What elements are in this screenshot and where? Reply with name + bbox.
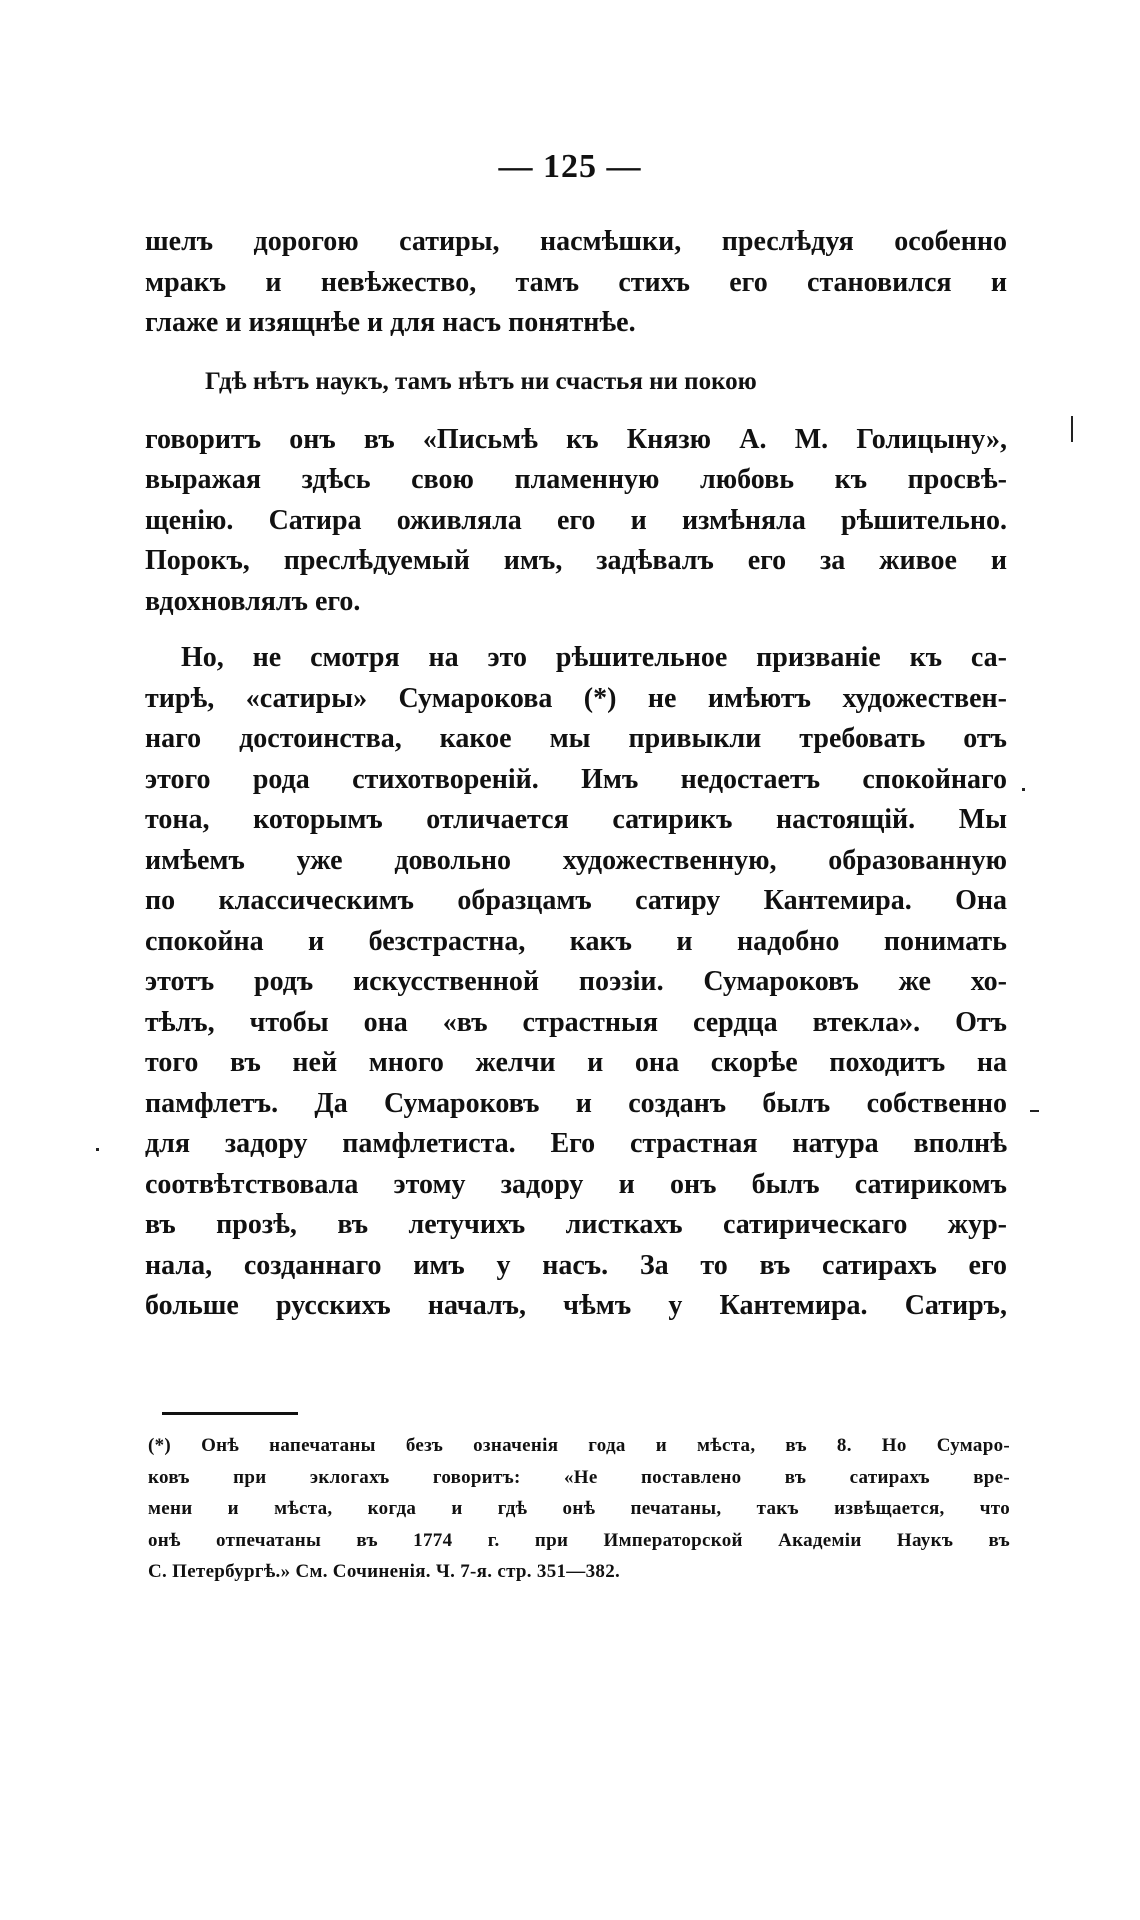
main-text [145, 222, 1007, 1327]
text-line: вдохновлялъ его. [145, 585, 361, 617]
text-line: этого рода стихотвореній. Имъ недостаетъ спокойнаго [145, 763, 1007, 795]
footnote-line: мени и мѣста, когда и гдѣ онѣ печатаны, такъ извѣщается, что [148, 1498, 1010, 1519]
text-line: мракъ и невѣжество, тамъ стихъ его становился и [145, 266, 1007, 298]
paragraph-3 [145, 638, 1007, 1327]
text-line: соотвѣтствовала этому задору и онъ былъ сатирикомъ [145, 1168, 1007, 1200]
text-line: спокойна и безстрастна, какъ и надобно понимать [145, 925, 1007, 957]
text-line: нала, созданнаго имъ у насъ. За то въ сатирахъ его [145, 1249, 1007, 1281]
footnote-line: (*) Онѣ напечатаны безъ означенія года и мѣста, въ 8. Но Сумаро- [148, 1435, 1010, 1456]
text-line: этотъ родъ искусственной поэзіи. Сумароковъ же хо- [145, 966, 1007, 997]
text-line: того въ ней много желчи и она скорѣе походитъ на [145, 1047, 1007, 1078]
paragraph-2 [145, 420, 1007, 623]
footnote-line: С. Петербургѣ.» См. Сочиненія. Ч. 7-я. стр. 351—382. [148, 1561, 621, 1582]
text-line: выражая здѣсь свою пламенную любовь къ просвѣ- [145, 464, 1007, 495]
scan-mark [1022, 788, 1025, 791]
text-line: больше русскихъ началъ, чѣмъ у Кантемира. Сатиръ, [145, 1290, 1007, 1321]
scan-mark [1071, 416, 1073, 442]
text-line: для задору памфлетиста. Его страстная натура вполнѣ [145, 1128, 1007, 1159]
text-line: глаже и изящнѣе и для насъ понятнѣе. [145, 307, 636, 338]
text-line: по классическимъ образцамъ сатиру Кантемира. Она [145, 885, 1007, 916]
text-line: имѣемъ уже довольно художественную, образованную [145, 844, 1007, 876]
text-line: тѣлъ, чтобы она «въ страстныя сердца втекла». Отъ [145, 1006, 1007, 1038]
footnote-divider [162, 1412, 298, 1415]
text-line: тирѣ, «сатиры» Сумарокова (*) не имѣютъ художествен- [145, 682, 1007, 714]
text-line: наго достоинства, какое мы привыкли требовать отъ [145, 723, 1007, 754]
footnote-line: онѣ отпечатаны въ 1774 г. при Императорской Академіи Наукъ въ [148, 1529, 1010, 1551]
text-line: шелъ дорогою сатиры, насмѣшки, преслѣдуя особенно [145, 226, 1007, 257]
text-line: щенію. Сатира оживляла его и измѣняла рѣшительно. [145, 504, 1007, 536]
text-line: тона, которымъ отличается сатирикъ настоящій. Мы [145, 804, 1007, 835]
footnote [148, 1430, 1010, 1588]
verse-quote: Гдѣ нѣтъ наукъ, тамъ нѣтъ ни счастья ни покою [205, 367, 757, 395]
text-line: говоритъ онъ въ «Письмѣ къ Князю А. М. Голицыну», [145, 423, 1007, 455]
text-line: Но, не смотря на это рѣшительное призваніе къ са- [181, 642, 1007, 673]
footnote-line: ковъ при эклогахъ говоритъ: «Не поставлено въ сатирахъ вре- [148, 1466, 1010, 1488]
scan-mark [1030, 1110, 1039, 1112]
text-line: въ прозѣ, въ летучихъ листкахъ сатирическаго жур- [145, 1209, 1007, 1240]
scan-mark [96, 1148, 99, 1151]
text-line: Порокъ, преслѣдуемый имъ, задѣвалъ его за живое и [145, 545, 1007, 576]
page-number: — 125 — [498, 148, 642, 185]
paragraph-1 [145, 222, 1007, 344]
text-line: памфлетъ. Да Сумароковъ и созданъ былъ собственно [145, 1087, 1007, 1119]
